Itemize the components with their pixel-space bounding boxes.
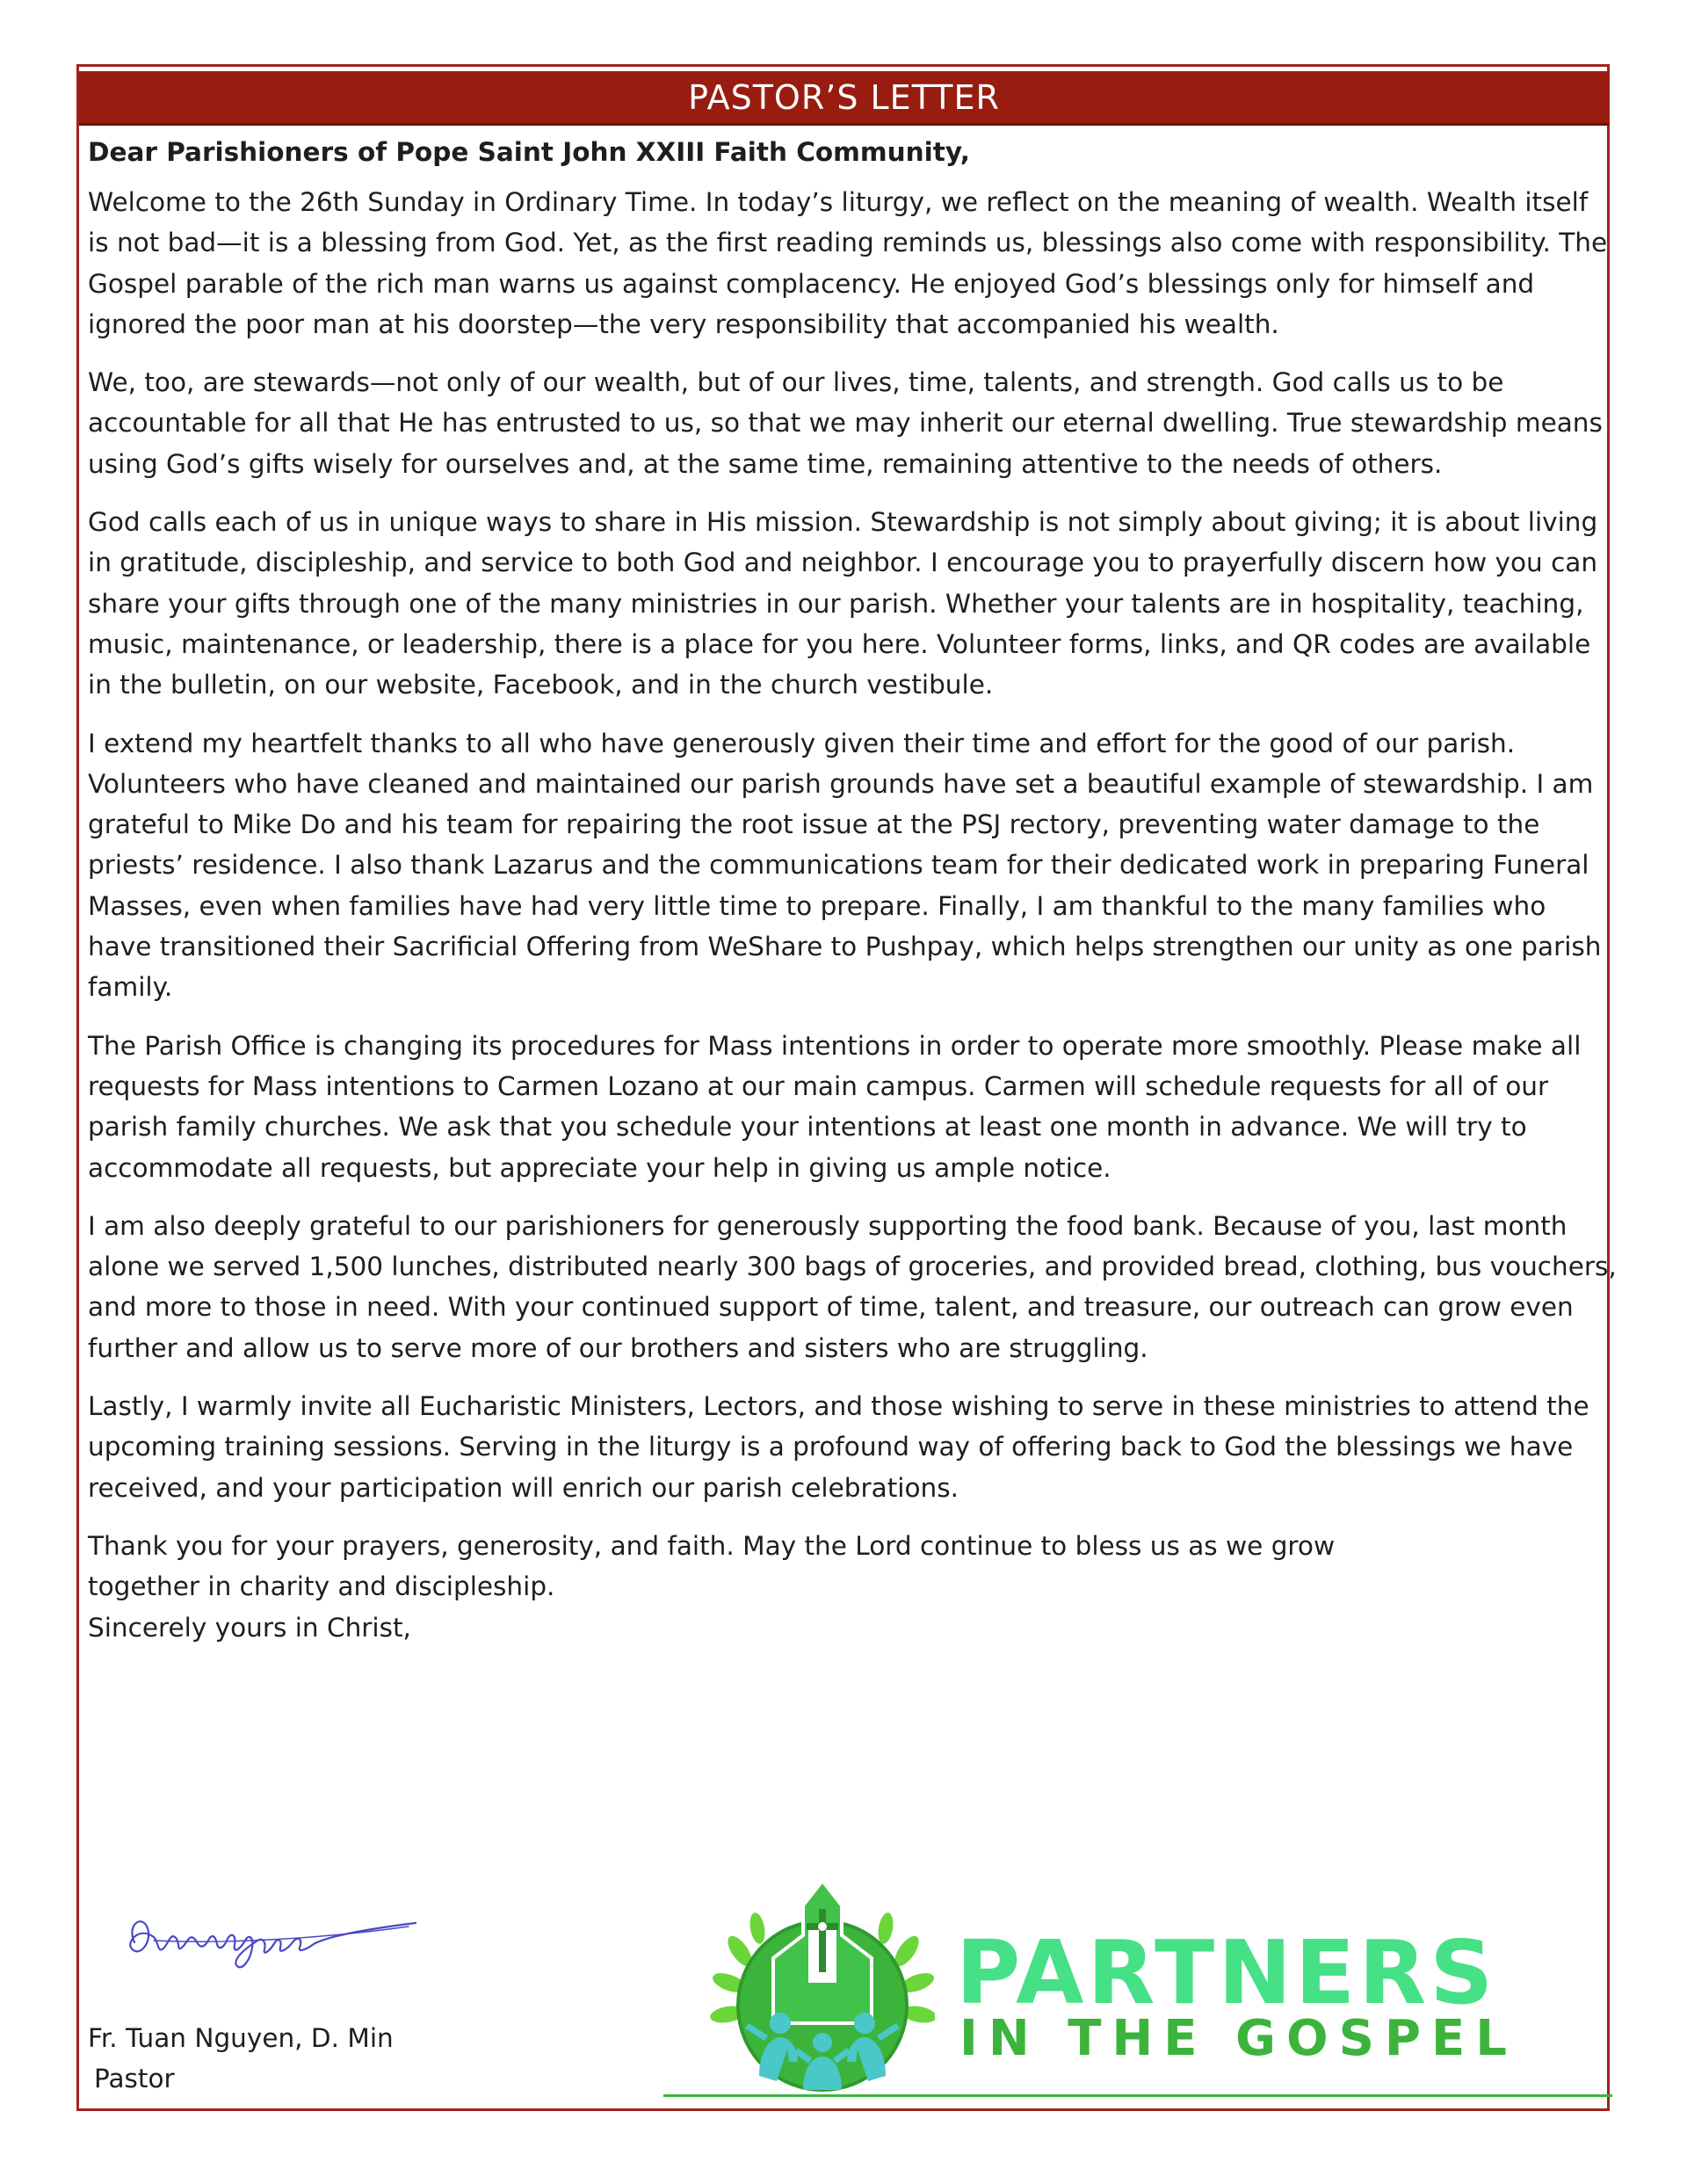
closing-line-1: Thank you for your prayers, generosity, and faith. May the Lord continue to bless us as we grow xyxy=(88,1530,1336,1561)
signer-name: Fr. Tuan Nguyen, D. Min xyxy=(88,2023,394,2053)
page-title: PASTOR’S LETTER xyxy=(688,77,1000,117)
paragraph-training: Lastly, I warmly invite all Eucharistic Ministers, Lectors, and those wishing to serve in these ministries to attend the upcoming training sessions. Serving in the liturgy is a profound way of offering back to God the blessings we have received, and your participation will enrich our parish celebrations. xyxy=(88,1391,1589,1503)
closing-line-2: together in charity and discipleship. xyxy=(88,1571,555,1602)
signer-title: Pastor xyxy=(94,2064,175,2093)
header-bar xyxy=(79,71,1609,126)
salutation: Dear Parishioners of Pope Saint John XXIII Faith Community, xyxy=(88,137,971,167)
letter-body xyxy=(88,132,1617,1648)
handwritten-signature xyxy=(119,1897,422,1974)
paragraph-mass-intentions: The Parish Office is changing its procedures for Mass intentions in order to operate more smoothly. Please make all requests for Mass intentions to Carmen Lozano at our main campus. Carmen will schedule requests for all of our parish family churches. We ask that you schedule your intentions at least one month in advance. We will try to accommodate all requests, but appreciate your help in giving us ample notice. xyxy=(88,1030,1582,1183)
logo-subtitle: IN THE GOSPEL xyxy=(959,2010,1517,2067)
paragraph-welcome: Welcome to the 26th Sunday in Ordinary Time. In today’s liturgy, we reflect on the meaning of wealth. Wealth itself is not bad—it is a blessing from God. Yet, as the first reading reminds us, blessings also come with responsibility. The Gospel parable of the rich man warns us against complacency. He enjoyed God’s blessings only for himself and ignored the poor man at his doorstep—the very responsibility that accompanied his wealth. xyxy=(88,187,1608,339)
logo-divider xyxy=(663,2094,1612,2097)
sign-off: Sincerely yours in Christ, xyxy=(88,1612,411,1643)
logo-title: PARTNERS xyxy=(956,1921,1497,2024)
paragraph-thanks: I extend my heartfelt thanks to all who have generously given their time and effort for the good of our parish. Volunteers who have cleaned and maintained our parish grounds have set a beautiful example of stewardship. I am grateful to Mike Do and his team for repairing the root issue at the PSJ rectory, preventing water damage to the priests’ residence. I also thank Lazarus and the communications team for their dedicated work in preparing Funeral Masses, even when families have had very little time to prepare. Finally, I am thankful to the many families who have transitioned their Sacrificial Offering from WeShare to Pushpay, which helps strengthen our unity as one parish family. xyxy=(88,728,1602,1003)
paragraph-stewards: We, too, are stewards—not only of our wealth, but of our lives, time, talents, and strength. God calls us to be accountable for all that He has entrusted to us, so that we may inherit our eternal dwelling. True stewardship means using God’s gifts wisely for ourselves and, at the same time, remaining attentive to the needs of others. xyxy=(88,367,1603,479)
church-cross-family-icon xyxy=(710,1874,935,2099)
paragraph-mission: God calls each of us in unique ways to share in His mission. Stewardship is not simply about giving; it is about living in gratitude, discipleship, and service to both God and neighbor. I encourage you to prayerfully discern how you can share your gifts through one of the many ministries in our parish. Whether your talents are in hospitality, teaching, music, maintenance, or leadership, there is a place for you here. Volunteer forms, links, and QR codes are available in the bulletin, on our website, Facebook, and in the church vestibule. xyxy=(88,507,1598,700)
paragraph-food-bank: I am also deeply grateful to our parishioners for generously supporting the food bank. Because of you, last month alone we served 1,500 lunches, distributed nearly 300 bags of groceries, and provided bread, clothing, bus vouchers, and more to those in need. With your continued support of time, talent, and treasure, our outreach can grow even further and allow us to serve more of our brothers and sisters who are struggling. xyxy=(88,1210,1617,1363)
